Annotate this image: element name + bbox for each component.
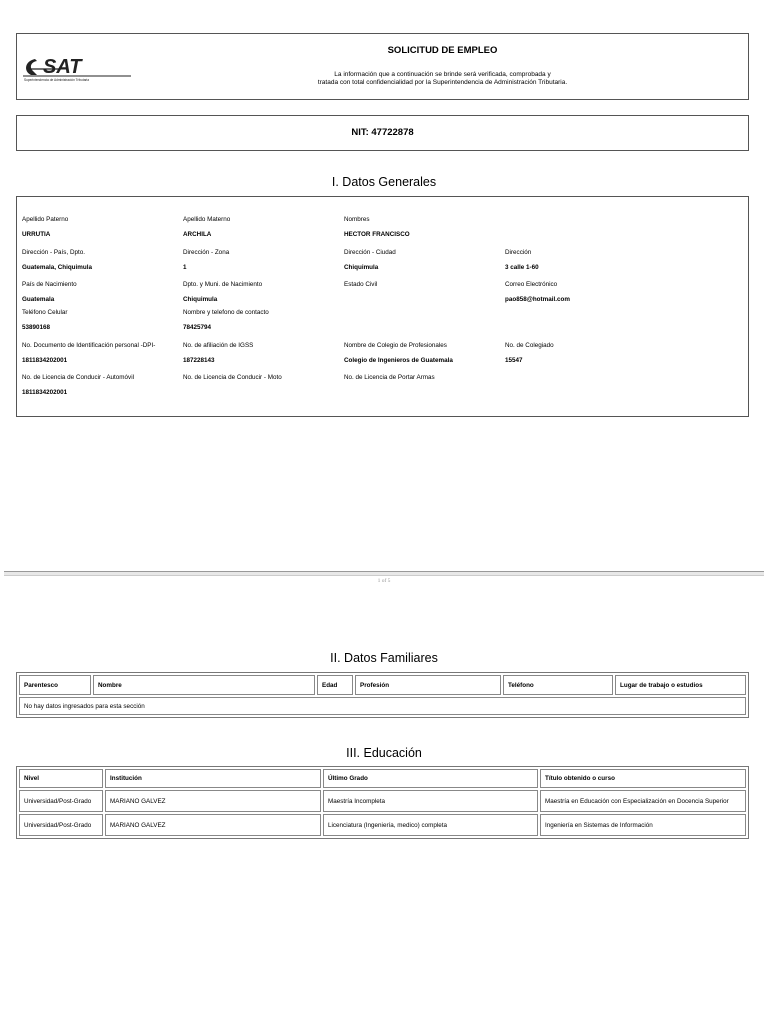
sat-logo	[21, 49, 133, 85]
field-label: Apellido Paterno	[22, 216, 69, 223]
page-number: 1 of 5	[377, 578, 391, 584]
table-row	[19, 790, 746, 812]
column-header: Institución	[105, 769, 321, 788]
field-value: 3 calle 1-60	[505, 264, 539, 271]
field-value: 53890168	[22, 324, 51, 331]
column-header: Nombre	[93, 675, 315, 695]
field-label: Dirección - Ciudad	[344, 249, 396, 256]
table-row	[19, 814, 746, 836]
general-data-panel	[16, 196, 749, 417]
field-value: HECTOR FRANCISCO	[344, 231, 410, 238]
column-header: Lugar de trabajo o estudios	[615, 675, 746, 695]
column-header: Edad	[317, 675, 353, 695]
field-label: No. Documento de Identificación personal -DPI-	[22, 342, 156, 349]
field-label: No. de Licencia de Portar Armas	[344, 374, 435, 381]
field-value: Chiquimula	[344, 264, 379, 271]
form-header	[16, 33, 749, 100]
column-header: Título obtenido o curso	[540, 769, 746, 788]
form-title: SOLICITUD DE EMPLEO	[387, 45, 498, 56]
field-label: Correo Electrónico	[505, 281, 558, 288]
disclaimer-line: tratada con total confidencialidad por la Superintendencia de Administración Tributaria.	[317, 79, 568, 86]
field-label: Nombre y telefono de contacto	[183, 309, 269, 316]
field-value: Colegio de Ingenieros de Guatemala	[344, 357, 453, 364]
field-value: URRUTIA	[22, 231, 51, 238]
logo-text: SAT	[43, 56, 82, 78]
field-value: 1	[183, 264, 187, 271]
field-label: Dpto. y Muni. de Nacimiento	[183, 281, 263, 288]
column-header: Parentesco	[19, 675, 91, 695]
logo-subtitle: Superintendencia de Administración Tributaria	[24, 78, 90, 82]
field-label: Nombres	[344, 216, 370, 223]
table-cell: Ingeniería en Sistemas de Información	[540, 814, 746, 836]
section-title-general: I. Datos Generales	[331, 175, 437, 189]
field-value: Guatemala	[22, 296, 55, 303]
field-label: Dirección	[505, 249, 532, 256]
field-label: Teléfono Celular	[22, 309, 68, 316]
table-cell: Maestría en Educación con Especialización en Docencia Superior	[540, 790, 746, 812]
field-value: pao858@hotmail.com	[505, 296, 570, 303]
disclaimer-line: La información que a continuación se brinde será verificada, comprobada y	[334, 71, 551, 78]
table-cell: MARIANO GALVEZ	[105, 790, 321, 812]
education-table	[16, 766, 749, 839]
field-value: 15547	[505, 357, 523, 364]
table-header-row	[19, 675, 746, 695]
field-value: ARCHILA	[183, 231, 212, 238]
table-header-row	[19, 769, 746, 788]
column-header: Último Grado	[323, 769, 538, 788]
field-label: Apellido Materno	[183, 216, 231, 223]
section-title-education: III. Educación	[346, 746, 422, 760]
field-label: No. de Colegiado	[505, 342, 554, 349]
field-label: Estado Civil	[344, 281, 378, 288]
field-value: 78425794	[183, 324, 212, 331]
nit-box	[16, 115, 749, 151]
field-value: 187228143	[183, 357, 215, 364]
table-cell: Licenciatura (Ingeniería, medico) completa	[323, 814, 538, 836]
column-header: Nivel	[19, 769, 103, 788]
empty-message: No hay datos ingresados para esta sección	[19, 697, 746, 715]
field-label: No. de Licencia de Conducir - Automóvil	[22, 374, 135, 381]
table-cell: Universidad/Post-Grado	[19, 790, 103, 812]
family-table	[16, 672, 749, 718]
table-cell: MARIANO GALVEZ	[105, 814, 321, 836]
page-break-divider	[4, 571, 764, 576]
field-value: Chiquimula	[183, 296, 218, 303]
nit-label: NIT: 47722878	[351, 127, 414, 138]
field-value: 1811834202001	[22, 357, 68, 364]
field-label: Nombre de Colegio de Profesionales	[344, 342, 447, 349]
field-label: No. de Licencia de Conducir - Moto	[183, 374, 282, 381]
column-header: Teléfono	[503, 675, 613, 695]
field-label: País de Nacimiento	[22, 281, 77, 288]
field-value: 1811834202001	[22, 389, 68, 396]
field-label: Dirección - País, Dpto.	[22, 249, 85, 256]
field-label: No. de afiliación de IGSS	[183, 342, 254, 349]
column-header: Profesión	[355, 675, 501, 695]
table-cell: Universidad/Post-Grado	[19, 814, 103, 836]
field-label: Dirección - Zona	[183, 249, 230, 256]
table-cell: Maestría Incompleta	[323, 790, 538, 812]
table-row	[19, 697, 746, 715]
disclaimer	[137, 71, 748, 87]
section-title-family: II. Datos Familiares	[330, 651, 438, 665]
field-value: Guatemala, Chiquimula	[22, 264, 92, 271]
